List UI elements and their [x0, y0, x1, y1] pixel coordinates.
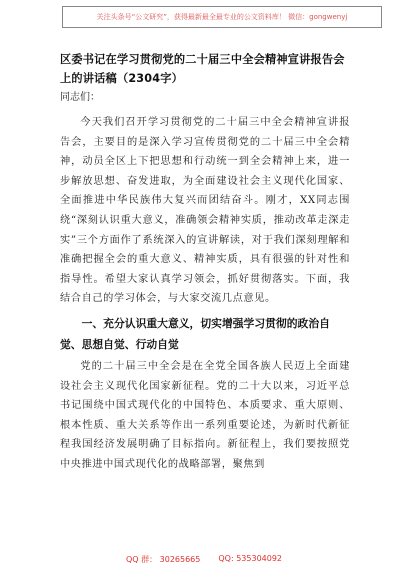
salutation: 同志们：: [60, 92, 100, 103]
footer-contact: [0, 554, 408, 565]
document-title: 区委书记在学习贯彻党的二十届三中全会精神宣讲报告会上的讲话稿（2304字）: [60, 53, 345, 85]
intro-paragraph: 今天我们召开学习贯彻党的二十届三中全会精神宣讲报告会，主要目的是深入学习宣传贯彻党的二十届三中全会精神，动员全区上下把思想和行动统一到全会精神上来，进一步解放思想、奋发进取，为全面建设社会主义现代化国家、全面推进中华民族伟大复兴而团结奋斗。刚才，XX同志围绕“深刻认识重大意义，准确领会精神实质，推动改革走深走实”三个方面作了系统深入的宣讲解读，对于我们深刻理解和准确把握全会的重大意义、精神实质，具有很强的针对性和指导性。希望大家认真学习领会，抓好贯彻落实。下面，我结合自己的学习体会，与大家交流几点意见。: [60, 117, 350, 305]
footer-qq: QQ: 535304092: [218, 554, 283, 563]
footer-qq-group: QQ 群： 30265665: [125, 555, 201, 564]
document-body: [60, 50, 350, 475]
banner-text: 关注头条号“公文研究”，获得最新最全最专业的公文资料库！ 微信：gongwenyj: [96, 13, 348, 21]
section-paragraph-1: 党的二十届三中全会是在全党全国各族人民迈上全面建设社会主义现代化国家新征程。党的二十大以来，习近平总书记围绕中国式现代化的中国特色、本质要求、重大原则、根本性质、重大关系等作出一系列重要论述，为新时代新征程我国经济发展明确了目标指向。新征程上，我们要按照党中央推进中国式现代化的战略部署，聚焦到: [60, 360, 350, 470]
section-heading-1: 一、充分认识重大意义，切实增强学习贯彻的政治自觉、思想自觉、行动自觉: [60, 316, 330, 351]
top-banner: [62, 6, 382, 28]
